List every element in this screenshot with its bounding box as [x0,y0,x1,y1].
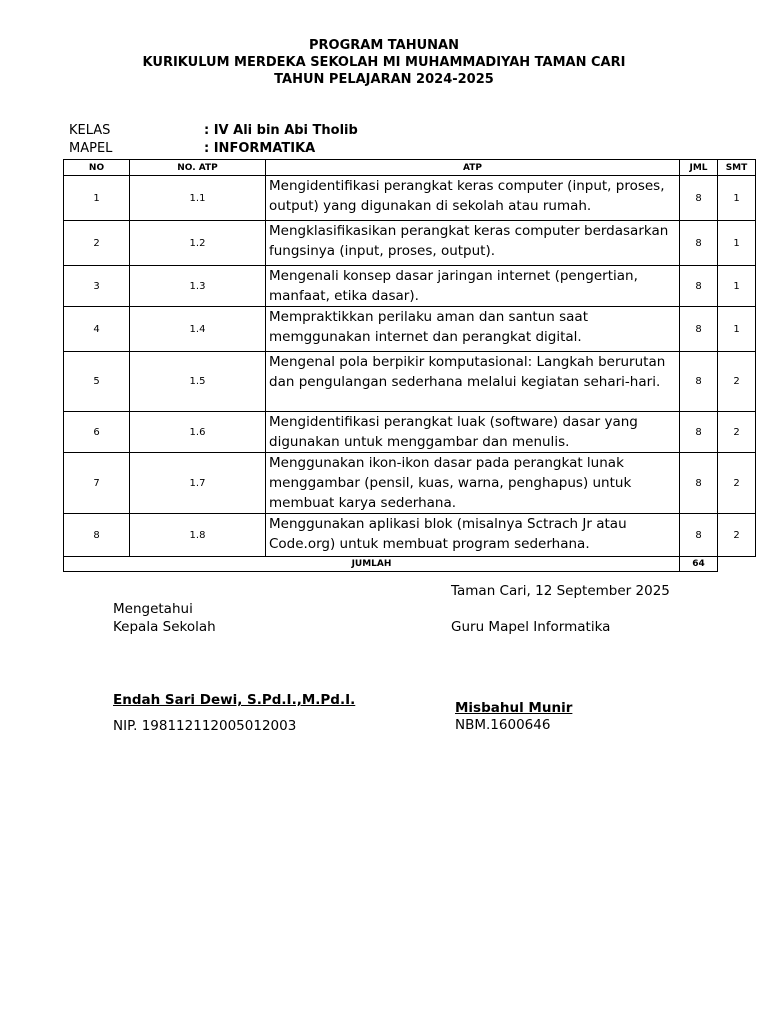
cell-no: 2 [64,221,130,266]
cell-jml: 8 [680,307,718,352]
cell-atp: Mengenal pola berpikir komputasional: Langkah berurutan dan pengulangan sederhana melalui kegiatan sehari-hari. [266,352,680,412]
cell-jml: 8 [680,352,718,412]
kelas-label: KELAS [69,123,111,138]
cell-no-atp: 1.7 [130,453,266,514]
headmaster-nip: NIP. 198112112005012003 [113,718,297,734]
doc-title: PROGRAM TAHUNAN [309,38,459,53]
mengetahui-label: Mengetahui [113,601,193,617]
table-row [64,307,756,352]
table-row [64,176,756,221]
table-row [64,412,756,453]
cell-smt: 2 [718,412,756,453]
table-row [64,352,756,412]
cell-jml: 8 [680,412,718,453]
header-no-atp: NO. ATP [130,160,266,176]
cell-no-atp: 1.8 [130,514,266,557]
kelas-value: : IV Ali bin Abi Tholib [204,123,358,138]
table-row [64,221,756,266]
teacher-role: Guru Mapel Informatika [451,619,611,635]
cell-no: 4 [64,307,130,352]
total-row [64,557,756,572]
cell-no: 8 [64,514,130,557]
cell-atp: Menggunakan ikon-ikon dasar pada perangkat lunak menggambar (pensil, kuas, warna, penghapus) untuk membuat karya sederhana. [266,453,680,514]
cell-atp: Mengidentifikasi perangkat luak (software) dasar yang digunakan untuk menggambar dan menulis. [266,412,680,453]
cell-smt: 1 [718,266,756,307]
cell-no: 7 [64,453,130,514]
cell-no-atp: 1.2 [130,221,266,266]
table-row [64,266,756,307]
table-row [64,514,756,557]
doc-subtitle-curriculum: KURIKULUM MERDEKA SEKOLAH MI MUHAMMADIYAH TAMAN CARI [142,55,626,70]
cell-smt: 1 [718,221,756,266]
headmaster-role: Kepala Sekolah [113,619,216,635]
headmaster-name: Endah Sari Dewi, S.Pd.I.,M.Pd.I. [113,692,356,708]
cell-atp: Menggunakan aplikasi blok (misalnya Sctrach Jr atau Code.org) untuk membuat program sederhana. [266,514,680,557]
cell-no: 6 [64,412,130,453]
header-no: NO [64,160,130,176]
cell-no: 5 [64,352,130,412]
mapel-row [69,141,315,156]
cell-jml: 8 [680,266,718,307]
header-atp: ATP [266,160,680,176]
cell-jml: 8 [680,221,718,266]
cell-no-atp: 1.3 [130,266,266,307]
atp-table [63,159,756,572]
table-header-row [64,160,756,176]
table-row [64,453,756,514]
kelas-row [69,123,358,138]
mapel-label: MAPEL [69,141,113,156]
doc-subtitle-year: TAHUN PELAJARAN 2024-2025 [274,72,494,87]
cell-jml: 8 [680,453,718,514]
mapel-value: : INFORMATIKA [204,141,316,156]
cell-no-atp: 1.5 [130,352,266,412]
cell-smt: 2 [718,453,756,514]
total-value: 64 [680,557,718,572]
teacher-nbm: NBM.1600646 [455,717,551,733]
cell-smt: 2 [718,514,756,557]
cell-no-atp: 1.1 [130,176,266,221]
cell-smt: 1 [718,307,756,352]
cell-jml: 8 [680,514,718,557]
place-date: Taman Cari, 12 September 2025 [451,583,670,599]
cell-atp: Mengidentifikasi perangkat keras computer (input, proses, output) yang digunakan di sekolah atau rumah. [266,176,680,221]
cell-no-atp: 1.6 [130,412,266,453]
cell-no: 1 [64,176,130,221]
header-jml: JML [680,160,718,176]
cell-atp: Mengklasifikasikan perangkat keras computer berdasarkan fungsinya (input, proses, output). [266,221,680,266]
cell-no: 3 [64,266,130,307]
cell-atp: Mempraktikkan perilaku aman dan santun saat memggunakan internet dan perangkat digital. [266,307,680,352]
total-blank-cell [718,557,756,572]
cell-no-atp: 1.4 [130,307,266,352]
header-smt: SMT [718,160,756,176]
cell-jml: 8 [680,176,718,221]
total-label: JUMLAH [64,557,680,572]
cell-smt: 2 [718,352,756,412]
cell-atp: Mengenali konsep dasar jaringan internet (pengertian, manfaat, etika dasar). [266,266,680,307]
teacher-name: Misbahul Munir [455,700,573,716]
cell-smt: 1 [718,176,756,221]
